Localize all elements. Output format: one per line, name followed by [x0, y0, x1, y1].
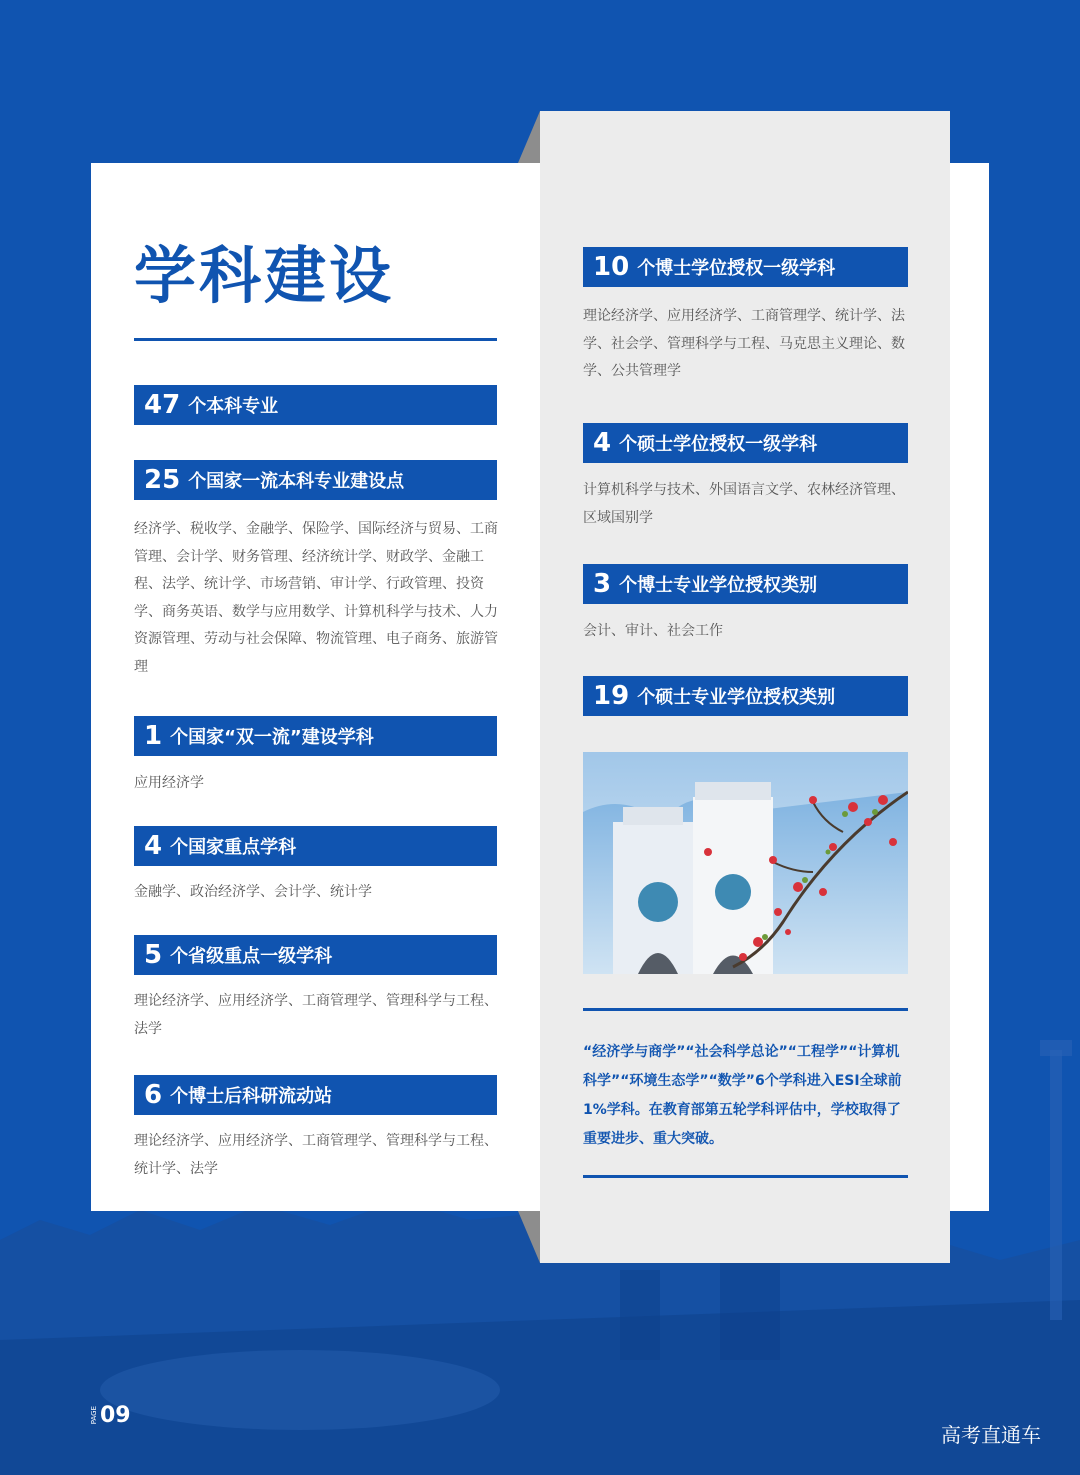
title-divider	[134, 338, 497, 341]
section-count: 10	[593, 252, 630, 282]
section-label: 个博士学位授权一级学科	[637, 258, 836, 279]
section-bar-postdoc-stations	[134, 1075, 497, 1115]
section-count: 4	[593, 428, 612, 458]
section-label: 个博士后科研流动站	[170, 1086, 333, 1107]
section-count: 25	[144, 465, 181, 495]
section-bar-national-first-class-majors	[134, 460, 497, 500]
section-label: 个本科专业	[188, 396, 279, 417]
page-title: 学科建设	[134, 239, 395, 312]
section-description: 金融学、政治经济学、会计学、统计学	[134, 884, 372, 900]
section-label: 个国家“双一流”建设学科	[170, 727, 374, 748]
campus-photo	[583, 752, 908, 974]
fold-shadow-bottom	[518, 1211, 540, 1263]
section-label: 个硕士专业学位授权类别	[637, 687, 836, 708]
section-count: 6	[144, 1080, 163, 1110]
left-panel	[91, 163, 541, 1211]
section-description: 应用经济学	[134, 775, 204, 791]
campus-tower-silhouette	[1000, 1020, 1080, 1320]
section-bar-undergrad-majors	[134, 385, 497, 425]
section-count: 19	[593, 681, 630, 711]
section-description: 经济学、税收学、金融学、保险学、国际经济与贸易、工商管理、会计学、财务管理、经济统计学、财政学、金融工程、法学、统计学、市场营销、审计学、行政管理、投资学、商务英语、数学与应用数学、计算机科学与技术、人力资源管理、劳动与社会保障、物流管理、电子商务、旅游管理	[134, 521, 498, 675]
section-bar-national-key-disciplines	[134, 826, 497, 866]
section-count: 3	[593, 569, 612, 599]
esi-note: “经济学与商学”“社会科学总论”“工程学”“计算机科学”“环境生态学”“数学”6个学科进入ESI全球前1%学科。在教育部第五轮学科评估中，学校取得了重要进步、重大突破。	[583, 1044, 902, 1147]
note-divider-bottom	[583, 1175, 908, 1178]
section-label: 个国家一流本科专业建设点	[188, 471, 405, 492]
section-description: 计算机科学与技术、外国语言文学、农林经济管理、区域国别学	[583, 482, 905, 526]
watermark: 高考直通车	[941, 1423, 1041, 1447]
page-label: PAGE	[90, 1406, 98, 1425]
section-bar-doctoral-professional	[583, 564, 908, 604]
fold-shadow-top	[518, 111, 540, 163]
section-description: 理论经济学、应用经济学、工商管理学、管理科学与工程、法学	[134, 993, 498, 1037]
section-count: 1	[144, 721, 163, 751]
section-bar-master-professional	[583, 676, 908, 716]
section-description: 理论经济学、应用经济学、工商管理学、管理科学与工程、统计学、法学	[134, 1133, 498, 1177]
section-bar-double-first-class	[134, 716, 497, 756]
page-number-value: 09	[100, 1403, 131, 1428]
section-bar-doctoral-first-level	[583, 247, 908, 287]
section-description: 理论经济学、应用经济学、工商管理学、统计学、法学、社会学、管理科学与工程、马克思主义理论、数学、公共管理学	[583, 308, 905, 379]
section-label: 个博士专业学位授权类别	[619, 575, 818, 596]
section-bar-master-first-level	[583, 423, 908, 463]
section-count: 5	[144, 940, 163, 970]
page-number	[90, 1403, 131, 1428]
note-divider-top	[583, 1008, 908, 1011]
section-label: 个国家重点学科	[170, 837, 297, 858]
section-bar-provincial-key-disciplines	[134, 935, 497, 975]
section-description: 会计、审计、社会工作	[583, 623, 723, 639]
section-label: 个省级重点一级学科	[170, 946, 333, 967]
section-label: 个硕士学位授权一级学科	[619, 434, 818, 455]
section-count: 4	[144, 831, 163, 861]
section-count: 47	[144, 390, 181, 420]
